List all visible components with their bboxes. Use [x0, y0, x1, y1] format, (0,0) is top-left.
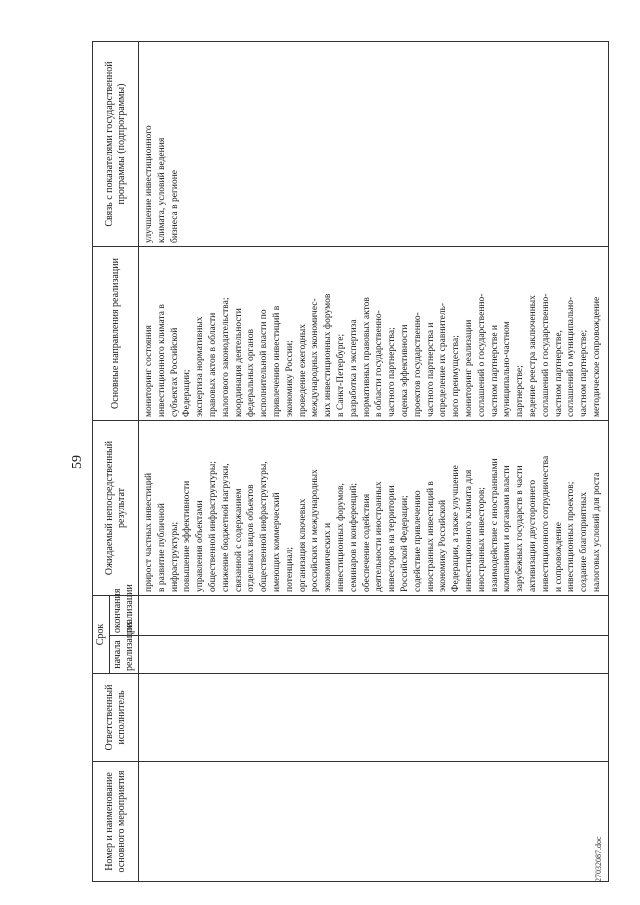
- header-term-start: начала реализации: [110, 636, 139, 674]
- header-expected-result: Ожидаемый непосредственный результат: [93, 421, 139, 596]
- cell-main-directions: мониторинг состояния инвестиционного климата в субъектах Российской Федерации; экспертиза нормативных правовых актов в области налогового законодательства; координация деятельности федеральных органов исполнительной власти по привлечению инвестиций в экономику России; проведение ежегодных международных экономичес- ких инвестиционных форумов в Санкт-Петербурге; разработка и экспертиза нормативных правовых актов в области государственно- частного партнерства; оценка эффективности проектов государственно- частного партнерства и определение их сравнитель- ного преимущества; мониторинг реализации соглашений о государственно- частном партнерстве и муниципально-частном партнерстве; ведение реестра заключенных соглашений о государственно- частном партнерстве, соглашений о муниципально- частном партнерстве; методическое сопровождение: [139, 247, 609, 421]
- cell-measure: [139, 762, 609, 882]
- cell-expected-result: прирост частных инвестиций в развитие публичной инфраструктуры; повышение эффективности управления объектами общественной инфраструктуры; снижение бюджетной нагрузки, связанной с содержанием отдельных видов объектов общественной инфраструктуры, имеющих коммерческий потенциал; организация ключевых российских и международных экономических и инвестиционных форумов, семинаров и конференций; обеспечение содействия деятельности иностранных инвесторов на территории Российской Федерации; содействие привлечению иностранных инвестиций в экономику Российской Федерации, а также улучшение инвестиционного климата для иностранных инвесторов; взаимодействие с иностранными компаниями и органами власти зарубежных государств в части активизации двустороннего инвестиционного сотрудничества и сопровождение инвестиционных проектов; создание благоприятных налоговых условий для роста: [139, 421, 609, 596]
- page-number: 59: [70, 455, 85, 469]
- cell-term-end: [139, 596, 609, 636]
- header-program-link: Связь с показателями государственной программы (подпрограммы): [93, 42, 139, 247]
- header-row-top: [93, 42, 110, 882]
- document-code: 27032087.doc: [594, 836, 603, 882]
- header-term-end: окончания реализации: [110, 596, 139, 636]
- rotated-page: [70, 42, 610, 882]
- header-measure: Номер и наименование основного мероприятия: [93, 762, 139, 882]
- cell-responsible: [139, 674, 609, 762]
- table-row: [139, 42, 609, 882]
- header-term: Срок: [93, 596, 110, 674]
- header-main-directions: Основные направления реализации: [93, 247, 139, 421]
- measures-table: [92, 41, 609, 882]
- cell-program-link: улучшение инвестиционного климата, условий ведения бизнеса в регионе: [139, 42, 609, 247]
- cell-term-start: [139, 636, 609, 674]
- header-responsible: Ответственный исполнитель: [93, 674, 139, 762]
